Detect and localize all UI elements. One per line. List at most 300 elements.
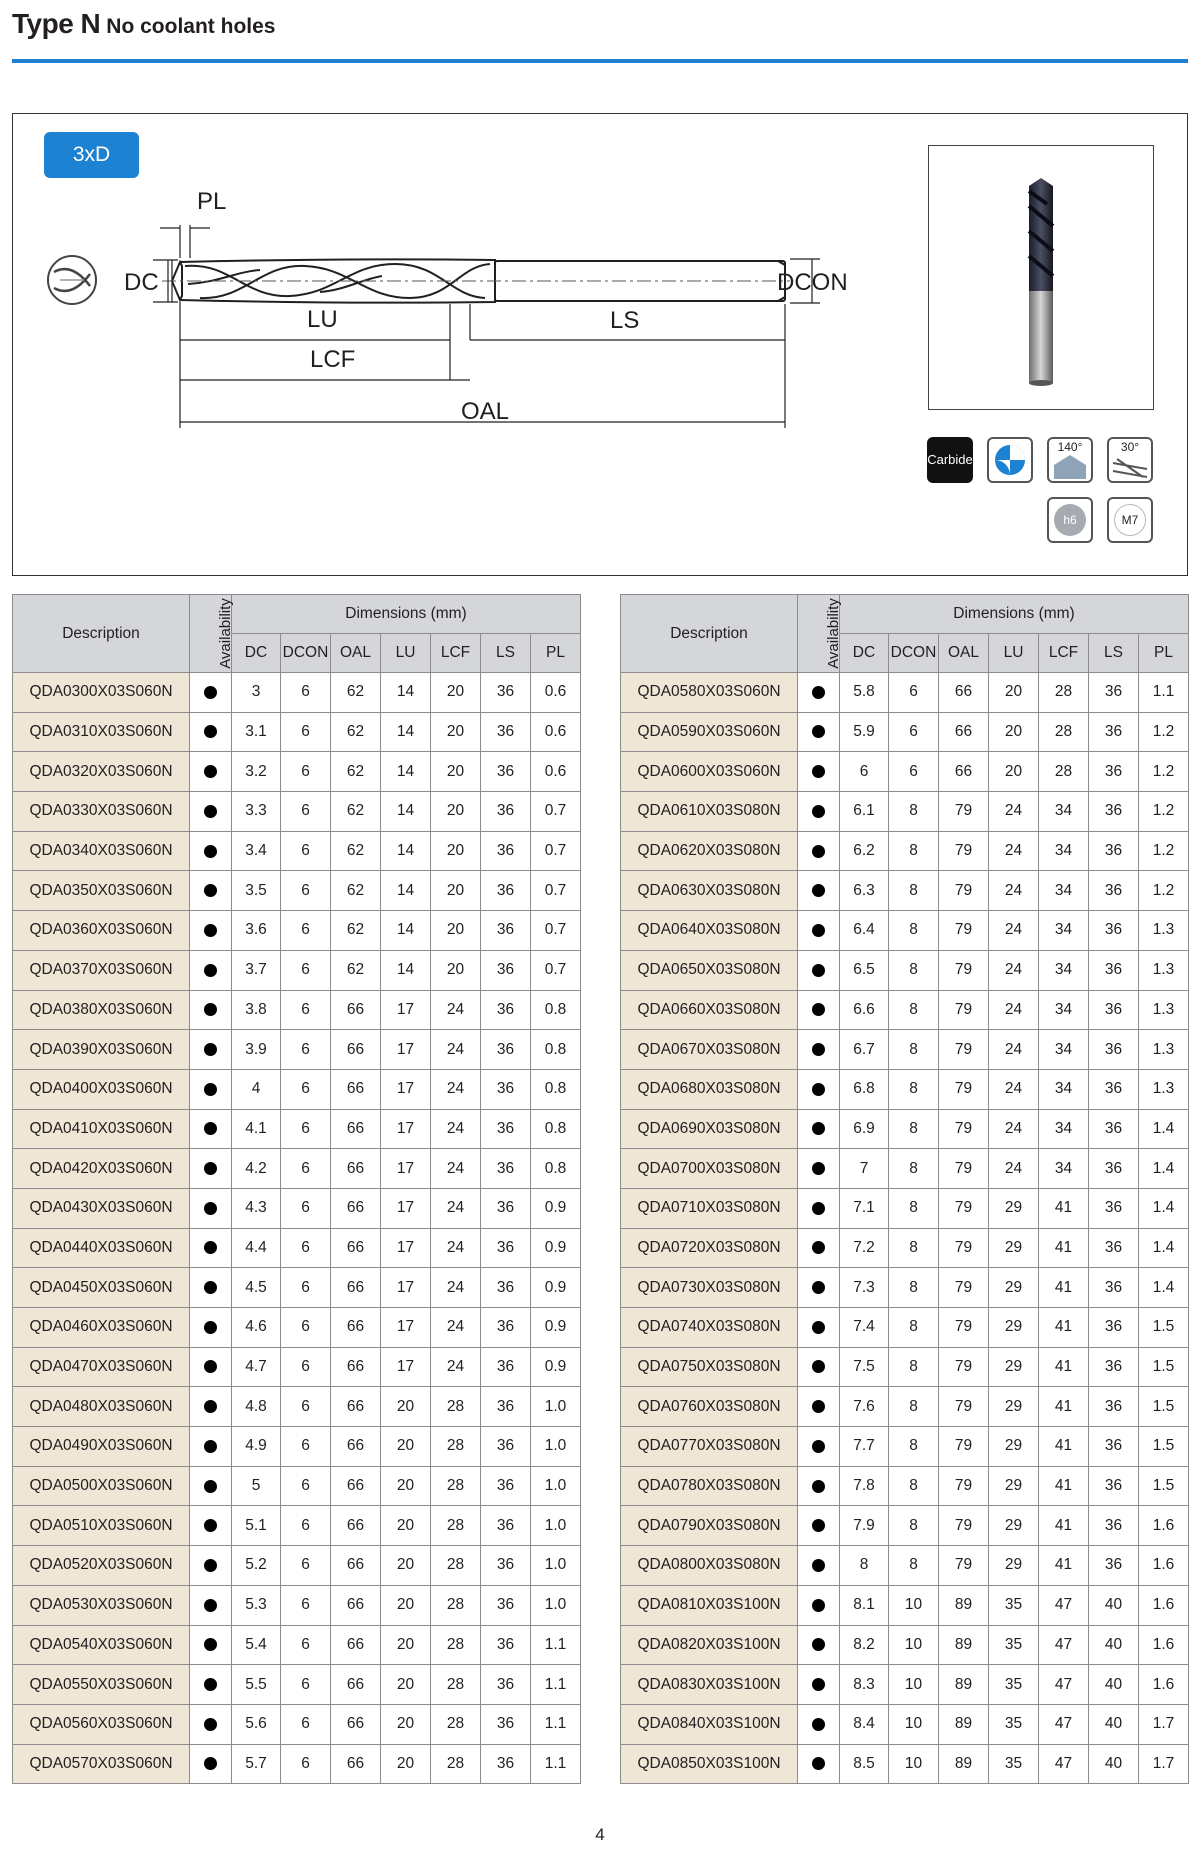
dimension-cell: 20 bbox=[381, 1506, 431, 1546]
dimension-cell: 28 bbox=[431, 1625, 481, 1665]
flute-profile-icon bbox=[987, 437, 1033, 483]
available-dot-icon bbox=[204, 1718, 217, 1731]
availability-cell bbox=[798, 1228, 840, 1268]
dimension-cell: 24 bbox=[431, 1030, 481, 1070]
description-cell: QDA0740X03S080N bbox=[621, 1308, 798, 1348]
description-cell: QDA0570X03S060N bbox=[13, 1744, 190, 1784]
availability-cell bbox=[798, 1704, 840, 1744]
dimension-cell: 36 bbox=[1089, 1228, 1139, 1268]
dimensions-header: Dimensions (mm) bbox=[232, 595, 581, 634]
dimension-cell: 1.3 bbox=[1139, 1069, 1189, 1109]
dimension-cell: 62 bbox=[331, 712, 381, 752]
description-cell: QDA0340X03S060N bbox=[13, 831, 190, 871]
dimension-cell: 14 bbox=[381, 792, 431, 832]
dimension-cell: 20 bbox=[381, 1704, 431, 1744]
dimension-cell: 24 bbox=[989, 911, 1039, 951]
availability-cell bbox=[190, 831, 232, 871]
dimension-cell: 5 bbox=[232, 1466, 281, 1506]
dimension-cell: 6 bbox=[281, 871, 331, 911]
description-cell: QDA0410X03S060N bbox=[13, 1109, 190, 1149]
dimension-cell: 28 bbox=[1039, 712, 1089, 752]
availability-cell bbox=[798, 1149, 840, 1189]
table-row bbox=[13, 1149, 581, 1189]
available-dot-icon bbox=[204, 1241, 217, 1254]
description-cell: QDA0650X03S080N bbox=[621, 950, 798, 990]
dimension-cell: 41 bbox=[1039, 1188, 1089, 1228]
table-row bbox=[621, 712, 1189, 752]
dimension-cell: 6 bbox=[281, 1228, 331, 1268]
table-row bbox=[13, 1308, 581, 1348]
dimension-cell: 1.5 bbox=[1139, 1427, 1189, 1467]
dimension-cell: 36 bbox=[1089, 1030, 1139, 1070]
dimension-cell: 8 bbox=[889, 1546, 939, 1586]
availability-cell bbox=[190, 1188, 232, 1228]
dimension-cell: 1.6 bbox=[1139, 1585, 1189, 1625]
dimension-cell: 47 bbox=[1039, 1625, 1089, 1665]
availability-cell bbox=[798, 1387, 840, 1427]
dimension-cell: 29 bbox=[989, 1228, 1039, 1268]
dimension-cell: 1.5 bbox=[1139, 1466, 1189, 1506]
point-angle-140-icon bbox=[1047, 437, 1093, 483]
page-header bbox=[12, 8, 275, 40]
table-row bbox=[13, 752, 581, 792]
dimension-cell: 0.8 bbox=[531, 1149, 581, 1189]
dimension-cell: 89 bbox=[939, 1665, 989, 1705]
col-lu: LU bbox=[381, 634, 431, 673]
dimension-cell: 41 bbox=[1039, 1228, 1089, 1268]
dimension-cell: 36 bbox=[481, 831, 531, 871]
dimension-cell: 66 bbox=[331, 1347, 381, 1387]
dimension-cell: 0.6 bbox=[531, 752, 581, 792]
availability-cell bbox=[190, 673, 232, 713]
dimension-cell: 24 bbox=[431, 1268, 481, 1308]
table-row bbox=[13, 1466, 581, 1506]
dimension-cell: 36 bbox=[481, 752, 531, 792]
dimension-cell: 20 bbox=[381, 1546, 431, 1586]
available-dot-icon bbox=[812, 1321, 825, 1334]
dimension-cell: 1.3 bbox=[1139, 911, 1189, 951]
col-dc: DC bbox=[840, 634, 889, 673]
dimension-cell: 6 bbox=[281, 792, 331, 832]
dimension-cell: 8 bbox=[889, 1149, 939, 1189]
col-oal: OAL bbox=[939, 634, 989, 673]
dimension-cell: 36 bbox=[481, 1268, 531, 1308]
table-row bbox=[13, 1506, 581, 1546]
available-dot-icon bbox=[204, 845, 217, 858]
dimension-cell: 89 bbox=[939, 1744, 989, 1784]
table-row bbox=[621, 1625, 1189, 1665]
dimension-cell: 79 bbox=[939, 1546, 989, 1586]
dimension-cell: 36 bbox=[481, 1744, 531, 1784]
available-dot-icon bbox=[812, 725, 825, 738]
dimension-cell: 0.7 bbox=[531, 792, 581, 832]
description-cell: QDA0370X03S060N bbox=[13, 950, 190, 990]
available-dot-icon bbox=[812, 805, 825, 818]
angle-30-text: 30° bbox=[1120, 440, 1140, 454]
dimension-cell: 36 bbox=[1089, 1546, 1139, 1586]
dimension-cell: 8 bbox=[889, 1387, 939, 1427]
dimension-cell: 0.7 bbox=[531, 871, 581, 911]
available-dot-icon bbox=[812, 1678, 825, 1691]
description-header: Description bbox=[621, 595, 798, 673]
availability-cell bbox=[798, 673, 840, 713]
available-dot-icon bbox=[204, 1003, 217, 1016]
available-dot-icon bbox=[204, 924, 217, 937]
dimension-cell: 6 bbox=[281, 1546, 331, 1586]
dimension-cell: 41 bbox=[1039, 1506, 1089, 1546]
dimension-cell: 66 bbox=[331, 1069, 381, 1109]
m7-tolerance-icon bbox=[1107, 497, 1153, 543]
availability-cell bbox=[190, 1546, 232, 1586]
availability-cell bbox=[190, 1625, 232, 1665]
dimension-cell: 6 bbox=[889, 673, 939, 713]
dimension-cell: 79 bbox=[939, 1109, 989, 1149]
dimension-cell: 24 bbox=[989, 1030, 1039, 1070]
table-row bbox=[621, 871, 1189, 911]
available-dot-icon bbox=[204, 1480, 217, 1493]
dimension-cell: 1.0 bbox=[531, 1427, 581, 1467]
header-rule bbox=[12, 59, 1188, 63]
dimension-cell: 36 bbox=[481, 712, 531, 752]
dimension-cell: 24 bbox=[431, 1069, 481, 1109]
availability-cell bbox=[190, 871, 232, 911]
dimension-cell: 5.7 bbox=[232, 1744, 281, 1784]
dimension-cell: 1.2 bbox=[1139, 871, 1189, 911]
table-row bbox=[621, 831, 1189, 871]
available-dot-icon bbox=[812, 1519, 825, 1532]
dimension-cell: 79 bbox=[939, 1506, 989, 1546]
dimension-cell: 36 bbox=[1089, 990, 1139, 1030]
availability-cell bbox=[190, 1466, 232, 1506]
dimension-cell: 36 bbox=[481, 1149, 531, 1189]
table-row bbox=[621, 1069, 1189, 1109]
description-cell: QDA0440X03S060N bbox=[13, 1228, 190, 1268]
dimension-cell: 24 bbox=[989, 990, 1039, 1030]
table-row bbox=[621, 673, 1189, 713]
dimension-cell: 35 bbox=[989, 1585, 1039, 1625]
dimension-cell: 4.3 bbox=[232, 1188, 281, 1228]
dimension-cell: 8.4 bbox=[840, 1704, 889, 1744]
dimension-cell: 36 bbox=[481, 673, 531, 713]
dimension-cell: 4.7 bbox=[232, 1347, 281, 1387]
description-cell: QDA0350X03S060N bbox=[13, 871, 190, 911]
dimension-cell: 36 bbox=[481, 1228, 531, 1268]
dimension-cell: 0.7 bbox=[531, 911, 581, 951]
dimension-cell: 36 bbox=[1089, 1188, 1139, 1228]
col-ls: LS bbox=[481, 634, 531, 673]
dimension-cell: 8.3 bbox=[840, 1665, 889, 1705]
dimension-cell: 36 bbox=[481, 1109, 531, 1149]
dimension-cell: 3.3 bbox=[232, 792, 281, 832]
dimension-cell: 79 bbox=[939, 1308, 989, 1348]
dimension-cell: 6 bbox=[281, 1387, 331, 1427]
col-dcon: DCON bbox=[889, 634, 939, 673]
dimension-cell: 66 bbox=[939, 752, 989, 792]
dimension-cell: 8 bbox=[889, 1069, 939, 1109]
table-row bbox=[13, 871, 581, 911]
dimension-cell: 40 bbox=[1089, 1585, 1139, 1625]
availability-cell bbox=[798, 1625, 840, 1665]
dimension-cell: 6 bbox=[281, 1744, 331, 1784]
dimension-cell: 3.9 bbox=[232, 1030, 281, 1070]
dimension-cell: 14 bbox=[381, 871, 431, 911]
dimension-cell: 20 bbox=[381, 1387, 431, 1427]
description-cell: QDA0710X03S080N bbox=[621, 1188, 798, 1228]
description-cell: QDA0760X03S080N bbox=[621, 1387, 798, 1427]
dimension-cell: 35 bbox=[989, 1744, 1039, 1784]
dimension-cell: 14 bbox=[381, 752, 431, 792]
dimension-cell: 66 bbox=[939, 712, 989, 752]
dimension-cell: 7 bbox=[840, 1149, 889, 1189]
description-cell: QDA0850X03S100N bbox=[621, 1744, 798, 1784]
label-lcf: LCF bbox=[310, 346, 356, 373]
table-row bbox=[621, 990, 1189, 1030]
availability-cell bbox=[190, 712, 232, 752]
table-row bbox=[13, 1585, 581, 1625]
available-dot-icon bbox=[812, 845, 825, 858]
availability-cell bbox=[798, 1347, 840, 1387]
available-dot-icon bbox=[204, 1400, 217, 1413]
dimension-cell: 8 bbox=[889, 1308, 939, 1348]
dimension-cell: 6 bbox=[281, 1347, 331, 1387]
dimension-cell: 6 bbox=[281, 950, 331, 990]
dimension-cell: 1.5 bbox=[1139, 1387, 1189, 1427]
cross-section-icon bbox=[48, 256, 96, 304]
dimension-cell: 34 bbox=[1039, 871, 1089, 911]
dimension-cell: 79 bbox=[939, 1347, 989, 1387]
dimension-cell: 20 bbox=[431, 831, 481, 871]
dimension-cell: 20 bbox=[431, 712, 481, 752]
col-lcf: LCF bbox=[1039, 634, 1089, 673]
dimension-cell: 0.8 bbox=[531, 1069, 581, 1109]
dimension-cell: 34 bbox=[1039, 831, 1089, 871]
dimension-cell: 41 bbox=[1039, 1466, 1089, 1506]
dimension-cell: 14 bbox=[381, 950, 431, 990]
availability-cell bbox=[798, 1308, 840, 1348]
dimension-cell: 1.3 bbox=[1139, 990, 1189, 1030]
dimension-cell: 36 bbox=[481, 1308, 531, 1348]
dimension-cell: 62 bbox=[331, 752, 381, 792]
dimension-cell: 34 bbox=[1039, 792, 1089, 832]
availability-cell bbox=[190, 1109, 232, 1149]
dimension-cell: 1.4 bbox=[1139, 1109, 1189, 1149]
dimension-cell: 4.1 bbox=[232, 1109, 281, 1149]
dimension-cell: 36 bbox=[1089, 1308, 1139, 1348]
dimension-cell: 24 bbox=[431, 1228, 481, 1268]
dimension-cell: 66 bbox=[331, 1387, 381, 1427]
dimension-cell: 7.5 bbox=[840, 1347, 889, 1387]
dimension-cell: 35 bbox=[989, 1625, 1039, 1665]
availability-cell bbox=[190, 1347, 232, 1387]
dimension-cell: 0.9 bbox=[531, 1268, 581, 1308]
dimension-cell: 36 bbox=[1089, 1268, 1139, 1308]
dimensions-header: Dimensions (mm) bbox=[840, 595, 1189, 634]
table-row bbox=[621, 950, 1189, 990]
availability-cell bbox=[190, 990, 232, 1030]
available-dot-icon bbox=[204, 1599, 217, 1612]
dimension-cell: 8 bbox=[889, 1466, 939, 1506]
available-dot-icon bbox=[812, 686, 825, 699]
description-cell: QDA0510X03S060N bbox=[13, 1506, 190, 1546]
table-row bbox=[13, 1347, 581, 1387]
availability-cell bbox=[798, 990, 840, 1030]
dimension-cell: 24 bbox=[431, 990, 481, 1030]
col-dcon: DCON bbox=[281, 634, 331, 673]
dimension-cell: 62 bbox=[331, 831, 381, 871]
dimension-cell: 24 bbox=[989, 950, 1039, 990]
table-row bbox=[621, 1506, 1189, 1546]
dimension-cell: 20 bbox=[381, 1665, 431, 1705]
dimension-cell: 79 bbox=[939, 1030, 989, 1070]
table-row bbox=[621, 1228, 1189, 1268]
dimension-cell: 79 bbox=[939, 1466, 989, 1506]
dimension-cell: 79 bbox=[939, 911, 989, 951]
col-lu: LU bbox=[989, 634, 1039, 673]
dimension-cell: 36 bbox=[1089, 673, 1139, 713]
dimension-cell: 20 bbox=[431, 911, 481, 951]
dimension-cell: 0.8 bbox=[531, 990, 581, 1030]
table-row bbox=[13, 1188, 581, 1228]
col-dc: DC bbox=[232, 634, 281, 673]
dimension-cell: 66 bbox=[331, 1030, 381, 1070]
dimension-cell: 6 bbox=[281, 1109, 331, 1149]
dimension-cell: 28 bbox=[431, 1546, 481, 1586]
table-row bbox=[13, 1665, 581, 1705]
availability-cell bbox=[190, 1030, 232, 1070]
dimension-cell: 1.1 bbox=[531, 1744, 581, 1784]
available-dot-icon bbox=[812, 1638, 825, 1651]
angle-140-text: 140° bbox=[1057, 440, 1083, 454]
depth-badge: 3xD bbox=[44, 132, 139, 178]
dimension-cell: 24 bbox=[989, 1069, 1039, 1109]
dimension-cell: 14 bbox=[381, 673, 431, 713]
description-cell: QDA0450X03S060N bbox=[13, 1268, 190, 1308]
spec-table-left bbox=[12, 594, 581, 1784]
dimension-cell: 1.3 bbox=[1139, 950, 1189, 990]
label-dcon: DCON bbox=[777, 269, 848, 296]
dimension-cell: 29 bbox=[989, 1387, 1039, 1427]
dimension-cell: 29 bbox=[989, 1268, 1039, 1308]
table-row bbox=[621, 1347, 1189, 1387]
dimension-cell: 0.8 bbox=[531, 1030, 581, 1070]
dimension-cell: 66 bbox=[331, 1308, 381, 1348]
dimension-cell: 24 bbox=[989, 871, 1039, 911]
dimension-cell: 20 bbox=[381, 1466, 431, 1506]
availability-cell bbox=[190, 1665, 232, 1705]
available-dot-icon bbox=[204, 1678, 217, 1691]
description-cell: QDA0780X03S080N bbox=[621, 1466, 798, 1506]
col-oal: OAL bbox=[331, 634, 381, 673]
dimension-cell: 8 bbox=[889, 1347, 939, 1387]
dimension-cell: 66 bbox=[331, 1625, 381, 1665]
dimension-cell: 20 bbox=[431, 752, 481, 792]
dimension-cell: 36 bbox=[481, 871, 531, 911]
available-dot-icon bbox=[812, 1599, 825, 1612]
dimension-cell: 1.6 bbox=[1139, 1625, 1189, 1665]
table-row bbox=[621, 1546, 1189, 1586]
dimension-cell: 6 bbox=[281, 752, 331, 792]
dimension-cell: 1.2 bbox=[1139, 792, 1189, 832]
dimension-cell: 34 bbox=[1039, 990, 1089, 1030]
dimension-cell: 62 bbox=[331, 871, 381, 911]
dimension-cell: 4.8 bbox=[232, 1387, 281, 1427]
dimension-cell: 0.9 bbox=[531, 1308, 581, 1348]
availability-cell bbox=[798, 871, 840, 911]
table-row bbox=[13, 1427, 581, 1467]
dimension-cell: 6 bbox=[281, 1625, 331, 1665]
dimension-cell: 1.0 bbox=[531, 1506, 581, 1546]
table-row bbox=[13, 950, 581, 990]
description-cell: QDA0820X03S100N bbox=[621, 1625, 798, 1665]
available-dot-icon bbox=[204, 765, 217, 778]
dimension-cell: 6.5 bbox=[840, 950, 889, 990]
dimension-cell: 41 bbox=[1039, 1546, 1089, 1586]
available-dot-icon bbox=[812, 1281, 825, 1294]
availability-cell bbox=[190, 1585, 232, 1625]
available-dot-icon bbox=[812, 1122, 825, 1135]
carbide-icon: Carbide bbox=[927, 437, 973, 483]
dimension-cell: 62 bbox=[331, 673, 381, 713]
dimension-cell: 4 bbox=[232, 1069, 281, 1109]
dimension-cell: 79 bbox=[939, 1149, 989, 1189]
description-cell: QDA0530X03S060N bbox=[13, 1585, 190, 1625]
dimension-cell: 66 bbox=[331, 1228, 381, 1268]
available-dot-icon bbox=[812, 1360, 825, 1373]
description-cell: QDA0300X03S060N bbox=[13, 673, 190, 713]
dimension-cell: 8 bbox=[840, 1546, 889, 1586]
dimension-cell: 34 bbox=[1039, 950, 1089, 990]
table-row bbox=[13, 712, 581, 752]
dimension-cell: 24 bbox=[989, 792, 1039, 832]
dimension-cell: 24 bbox=[989, 1149, 1039, 1189]
dimension-cell: 4.2 bbox=[232, 1149, 281, 1189]
dimension-cell: 0.9 bbox=[531, 1228, 581, 1268]
available-dot-icon bbox=[204, 1202, 217, 1215]
table-row bbox=[621, 1188, 1189, 1228]
table-row bbox=[13, 911, 581, 951]
dimension-cell: 1.1 bbox=[531, 1704, 581, 1744]
dimension-cell: 10 bbox=[889, 1585, 939, 1625]
dimension-cell: 29 bbox=[989, 1347, 1039, 1387]
dimension-cell: 10 bbox=[889, 1665, 939, 1705]
dimension-cell: 34 bbox=[1039, 1149, 1089, 1189]
col-pl: PL bbox=[531, 634, 581, 673]
dimension-cell: 20 bbox=[431, 673, 481, 713]
col-pl: PL bbox=[1139, 634, 1189, 673]
dimension-cell: 17 bbox=[381, 1069, 431, 1109]
dimension-cell: 6 bbox=[281, 831, 331, 871]
table-row bbox=[621, 1585, 1189, 1625]
description-cell: QDA0610X03S080N bbox=[621, 792, 798, 832]
dimension-cell: 8.2 bbox=[840, 1625, 889, 1665]
label-pl: PL bbox=[197, 188, 227, 215]
dimension-cell: 36 bbox=[1089, 950, 1139, 990]
dimension-cell: 36 bbox=[481, 1506, 531, 1546]
table-row bbox=[13, 831, 581, 871]
description-cell: QDA0840X03S100N bbox=[621, 1704, 798, 1744]
dimension-cell: 1.5 bbox=[1139, 1308, 1189, 1348]
dimension-cell: 36 bbox=[1089, 792, 1139, 832]
spec-table-right bbox=[620, 594, 1189, 1784]
description-cell: QDA0310X03S060N bbox=[13, 712, 190, 752]
availability-cell bbox=[190, 1427, 232, 1467]
dimension-cell: 6.1 bbox=[840, 792, 889, 832]
dimension-cell: 36 bbox=[1089, 1069, 1139, 1109]
dimension-cell: 1.5 bbox=[1139, 1347, 1189, 1387]
dimension-cell: 79 bbox=[939, 950, 989, 990]
availability-cell bbox=[798, 792, 840, 832]
table-row bbox=[621, 1704, 1189, 1744]
